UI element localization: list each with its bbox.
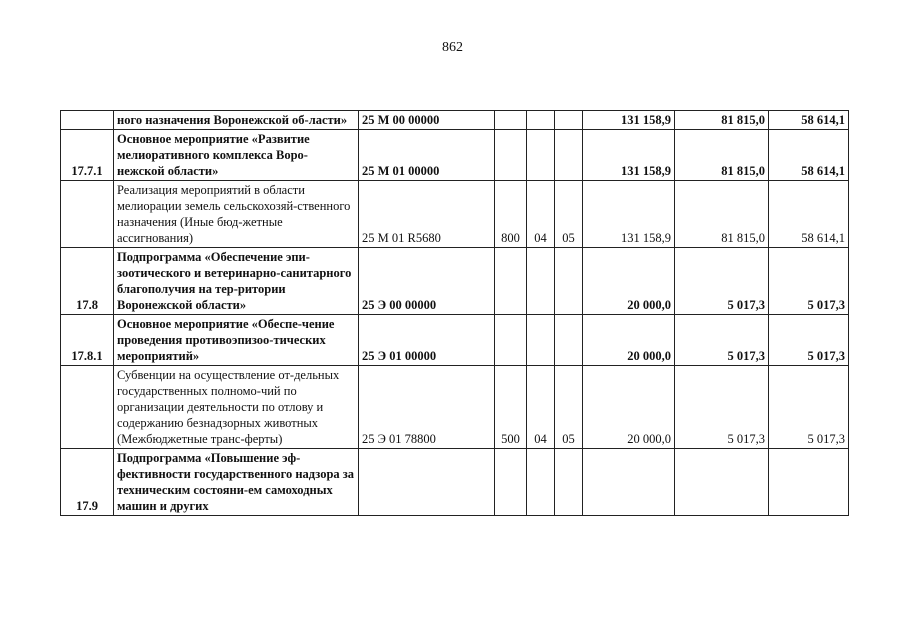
row-code — [359, 449, 495, 516]
row-vr — [495, 130, 527, 181]
row-vr — [495, 449, 527, 516]
table-row — [61, 181, 849, 248]
row-pr — [555, 248, 583, 315]
row-value-2: 81 815,0 — [675, 130, 769, 181]
row-number — [61, 181, 114, 248]
table-row — [61, 449, 849, 516]
row-pr — [555, 130, 583, 181]
row-value-2 — [675, 449, 769, 516]
table-row — [61, 315, 849, 366]
table-row — [61, 130, 849, 181]
row-value-2: 5 017,3 — [675, 248, 769, 315]
row-value-1: 131 158,9 — [583, 111, 675, 130]
table-row — [61, 248, 849, 315]
row-number: 17.8 — [61, 248, 114, 315]
row-pr: 05 — [555, 181, 583, 248]
row-value-2: 5 017,3 — [675, 315, 769, 366]
row-vr: 500 — [495, 366, 527, 449]
row-value-1: 131 158,9 — [583, 130, 675, 181]
row-number: 17.9 — [61, 449, 114, 516]
row-value-3: 58 614,1 — [769, 130, 849, 181]
row-number — [61, 111, 114, 130]
row-name: Подпрограмма «Повышение эф-фективности государственного надзора за техническим состояни-ем самоходных машин и других — [114, 449, 359, 516]
row-number: 17.7.1 — [61, 130, 114, 181]
row-value-3: 5 017,3 — [769, 315, 849, 366]
row-number — [61, 366, 114, 449]
row-name: Субвенции на осуществление от-дельных государственных полномо-чий по организации деятельности по отлову и содержанию безнадзорных животных (Межбюджетные транс-ферты) — [114, 366, 359, 449]
row-vr — [495, 248, 527, 315]
row-value-3: 5 017,3 — [769, 366, 849, 449]
row-number: 17.8.1 — [61, 315, 114, 366]
row-vr: 800 — [495, 181, 527, 248]
row-value-1: 20 000,0 — [583, 248, 675, 315]
row-value-1: 20 000,0 — [583, 366, 675, 449]
row-vr — [495, 111, 527, 130]
page-number: 862 — [442, 40, 463, 55]
row-name: Реализация мероприятий в области мелиорации земель сельскохозяй-ственного назначения (Иные бюд-жетные ассигнования) — [114, 181, 359, 248]
row-value-3: 5 017,3 — [769, 248, 849, 315]
row-name: Основное мероприятие «Развитие мелиоративного комплекса Воро-нежской области» — [114, 130, 359, 181]
row-value-1 — [583, 449, 675, 516]
row-value-3 — [769, 449, 849, 516]
row-name: ного назначения Воронежской об-ласти» — [114, 111, 359, 130]
table-row — [61, 111, 849, 130]
row-value-1: 20 000,0 — [583, 315, 675, 366]
row-pr — [555, 449, 583, 516]
row-code: 25 М 01 R5680 — [359, 181, 495, 248]
row-rz — [527, 111, 555, 130]
row-rz — [527, 130, 555, 181]
row-value-1: 131 158,9 — [583, 181, 675, 248]
row-rz: 04 — [527, 366, 555, 449]
row-rz — [527, 248, 555, 315]
row-pr — [555, 315, 583, 366]
budget-table — [60, 110, 849, 516]
table-row — [61, 366, 849, 449]
row-value-2: 81 815,0 — [675, 181, 769, 248]
row-code: 25 Э 01 00000 — [359, 315, 495, 366]
row-pr — [555, 111, 583, 130]
row-name: Подпрограмма «Обеспечение эпи-зоотического и ветеринарно-санитарного благополучия на тер-ритории Воронежской области» — [114, 248, 359, 315]
row-value-2: 81 815,0 — [675, 111, 769, 130]
row-value-3: 58 614,1 — [769, 111, 849, 130]
row-rz: 04 — [527, 181, 555, 248]
row-rz — [527, 449, 555, 516]
row-vr — [495, 315, 527, 366]
row-value-3: 58 614,1 — [769, 181, 849, 248]
row-name: Основное мероприятие «Обеспе-чение проведения противоэпизоо-тических мероприятий» — [114, 315, 359, 366]
row-code: 25 Э 01 78800 — [359, 366, 495, 449]
row-pr: 05 — [555, 366, 583, 449]
row-code: 25 М 00 00000 — [359, 111, 495, 130]
row-value-2: 5 017,3 — [675, 366, 769, 449]
row-rz — [527, 315, 555, 366]
row-code: 25 Э 00 00000 — [359, 248, 495, 315]
row-code: 25 М 01 00000 — [359, 130, 495, 181]
